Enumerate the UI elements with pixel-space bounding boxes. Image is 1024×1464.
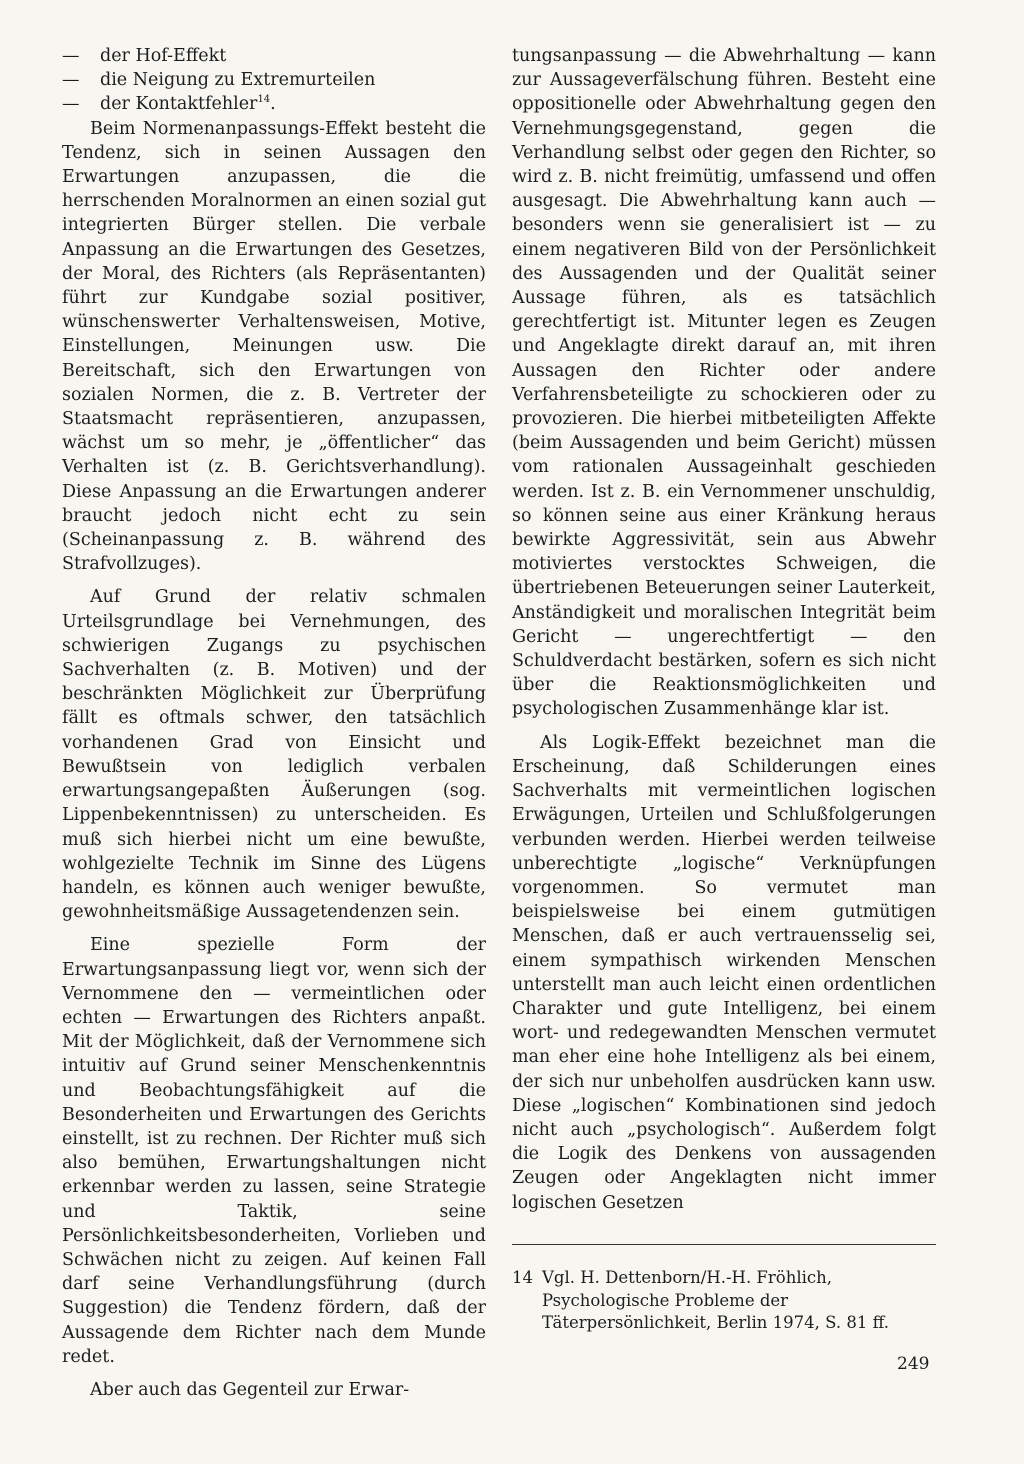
list-item-text: die Neigung zu Extremurteilen [100,70,376,91]
paragraph-erwartungsanpassung: Eine spezielle Form der Erwartungsanpassung liegt vor, wenn sich der Vernommene den — vermeintlichen oder echten — Erwartungen des Richters anpaßt. Mit der Möglichkeit, daß der Vernommene sich intuitiv auf Grund seiner Menschenkenntnis und Beobachtungsfähigkeit auf die Besonderheiten und Erwartungen des Gerichts einstellt, ist zu rechnen. Der Richter muß sich also bemühen, Erwartungshaltungen nicht erkennbar werden zu lassen, seine Strategie und Taktik, seine Persönlichkeitsbesonderheiten, Vorlieben und Schwächen nicht zu zeigen. Auf keinen Fall darf seine Verhandlungsführung (durch Suggestion) die Tendenz fördern, daß der Aussagende dem Richter nach dem Munde redet. [62,935,486,1367]
footnote-text: Vgl. H. Dettenborn/H.-H. Fröhlich, Psychologische Probleme der Täterpersönlichkeit, Berlin 1974, S. 81 ff. [542,1268,889,1332]
footnote [512,1267,936,1335]
paragraph-gegenteil: Aber auch das Gegenteil zur Erwar- [90,1379,410,1400]
paragraph-normenanpassung: Beim Normenanpassungs-Effekt besteht die Tendenz, sich in seinen Aussagen den Erwartungen anzupassen, die die herrschenden Moralnormen an einen sozial gut integrierten Bürger stellen. Die verbale Anpassung an die Erwartungen des Gesetzes, der Moral, des Richters (als Repräsentanten) führt zur Kundgabe sozial positiver, wünschenswerter Verhaltensweisen, Motive, Einstellungen, Meinungen usw. Die Bereitschaft, sich den Erwartungen von sozialen Normen, die z. B. Vertreter der Staatsmacht repräsentieren, anzupassen, wächst um so mehr, je „öffentlicher“ das Verhalten ist (z. B. Gerichtsverhandlung). Diese Anpassung an die Erwartungen anderer braucht jedoch nicht echt zu sein (Scheinanpassung z. B. während des Strafvollzuges). [62,118,486,575]
right-column [512,44,936,1215]
footnote-number: 14 [512,1268,533,1287]
effect-list [62,44,486,117]
left-column [62,44,486,1402]
paragraph-abwehrhaltung: tungsanpassung — die Abwehrhaltung — kann zur Aussageverfälschung führen. Besteht eine oppositionelle oder Abwehrhaltung gegen den Vernehmungsgegenstand, gegen die Verhandlung selbst oder gegen den Richter, so wird z. B. nicht freimütig, umfassend und offen ausgesagt. Die Abwehrhaltung kann auch — besonders wenn sie generalisiert ist — zu einem negativeren Bild von der Persönlichkeit des Aussagenden und der Qualität seiner Aussage führen, als es tatsächlich gerechtfertigt ist. Mitunter legen es Zeugen und Angeklagte direkt darauf an, mit ihren Aussagen den Richter oder andere Verfahrensbeteiligte zu schockieren oder zu provozieren. Die hierbei mitbeteiligten Affekte (beim Aussagenden und beim Gericht) müssen vom rationalen Aussageinhalt geschieden werden. Ist z. B. ein Vernommener unschuldig, so können seine aus einer Kränkung heraus bewirkte Aggressivität, sein aus Abwehr motiviertes verstocktes Schweigen, die übertriebenen Beteuerungen seiner Lauterkeit, Anständigkeit und moralischen Integrität beim Gericht — ungerechtfertigt — den Schuldverdacht bestärken, sofern es sich nicht über die Reaktionsmöglichkeiten und psychologischen Zusammenhänge klar ist. [512,46,936,720]
list-item [62,68,486,92]
list-item-text: der Kontaktfehler [100,94,258,115]
footnote-reference: 14 [257,94,271,106]
list-item-suffix: . [270,94,276,115]
list-item [62,44,486,68]
list-item-text: der Hof-Effekt [100,46,227,66]
footnote-area [512,1244,936,1335]
page-number: 249 [897,1354,930,1374]
paragraph-urteilsgrundlage: Auf Grund der relativ schmalen Urteilsgrundlage bei Vernehmungen, des schwierigen Zugangs zu psychischen Sachverhalten (z. B. Motiven) und der beschränkten Möglichkeit zur Überprüfung fällt es oftmals schwer, den tatsächlich vorhandenen Grad von Einsicht und Bewußtsein von lediglich verbalen erwartungsangepaßten Äußerungen (sog. Lippenbekenntnissen) zu unterscheiden. Es muß sich hierbei nicht um eine bewußte, wohlgezielte Technik im Sinne des Lügens handeln, es können auch weniger bewußte, gewohnheitsmäßige Aussagetendenzen sein. [62,587,486,923]
list-item [62,92,486,116]
paragraph-logik-effekt: Als Logik-Effekt bezeichnet man die Erscheinung, daß Schilderungen eines Sachverhalts mit vermeintlichen logischen Erwägungen, Urteilen und Schlußfolgerungen verbunden werden. Hierbei werden teilweise unberechtigte „logische“ Verknüpfungen vorgenommen. So vermutet man beispielsweise bei einem gutmütigen Menschen, daß er auch vertrauensselig sei, einem sympathisch wirkenden Menschen unterstellt man auch leicht einen ordentlichen Charakter und gute Intelligenz, bei einem wort- und redegewandten Menschen vermutet man eher eine hohe Intelligenz als bei einem, der sich nur unbeholfen ausdrücken kann usw. Diese „logischen“ Kombinationen sind jedoch nicht auch „psychologisch“. Außerdem folgt die Logik des Denkens von aussagenden Zeugen oder Angeklagten nicht immer logischen Gesetzen [512,732,936,1213]
